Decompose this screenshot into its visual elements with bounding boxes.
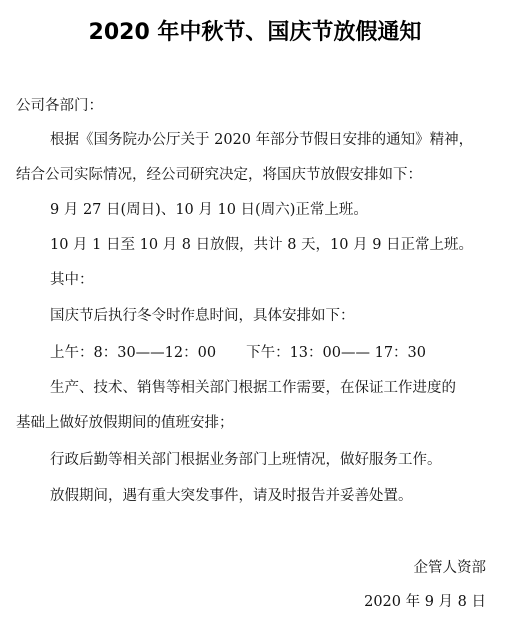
signature-department: 企管人资部 (413, 560, 486, 576)
workday-arrangement: 9 月 27 日(周日)、10 月 10 日(周六)正常上班。 (50, 202, 368, 218)
schedule-intro: 国庆节后执行冬令时作息时间，具体安排如下： (50, 308, 355, 324)
afternoon-hours: 下午：13：00—— 17：30 (246, 345, 426, 361)
paragraph-basis-line-1: 根据《国务院办公厅关于 2020 年部分节假日安排的通知》精神， (50, 132, 474, 148)
salutation: 公司各部门： (16, 98, 103, 114)
paragraph-logistics: 行政后勤等相关部门根据业务部门上班情况，做好服务工作。 (50, 452, 442, 468)
notice-title: 2020 年中秋节、国庆节放假通知 (88, 20, 422, 45)
paragraph-emergency: 放假期间，遇有重大突发事件，请及时报告并妥善处置。 (50, 488, 413, 504)
notice-date: 2020 年 9 月 8 日 (364, 594, 486, 610)
paragraph-duty-line-1: 生产、技术、销售等相关部门根据工作需要，在保证工作进度的 (50, 380, 456, 396)
holiday-arrangement: 10 月 1 日至 10 月 8 日放假，共计 8 天，10 月 9 日正常上班。 (50, 237, 474, 253)
paragraph-basis-line-2: 结合公司实际情况，经公司研究决定，将国庆节放假安排如下： (16, 167, 422, 183)
morning-hours: 上午：8：30——12：00 (50, 345, 217, 361)
work-hours-row (50, 343, 426, 363)
among-label: 其中： (50, 272, 94, 288)
paragraph-duty-line-2: 基础上做好放假期间的值班安排； (16, 415, 234, 431)
